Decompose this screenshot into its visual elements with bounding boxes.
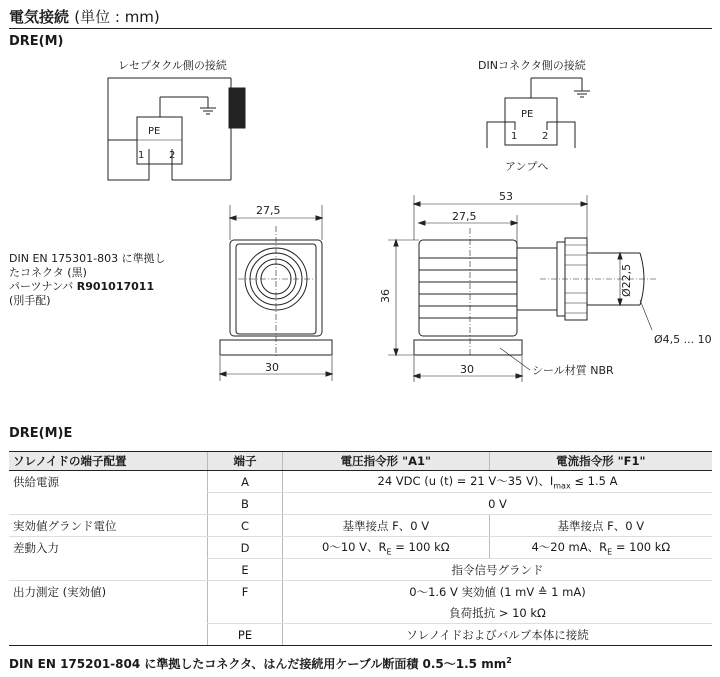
row-value: 負荷抵抗 > 10 kΩ [283,602,713,624]
row-value: ソレノイドおよびバルブ本体に接続 [283,624,713,646]
to-amplifier-label: アンプへ [505,160,549,173]
table-row [9,581,712,603]
left-pin-2: 2 [169,150,176,161]
side-bottom-dim: 30 [460,363,474,376]
connector-side-view [388,195,658,382]
page-title: 電気接続 (単位 : mm) [9,8,160,26]
pin-assignment-table [9,451,712,646]
cable-range-dim: Ø4,5 ... 10 [654,333,712,346]
note-line2: パーツナンバ R901017011 [9,280,155,293]
row-func [9,602,208,624]
note-line3: (別手配) [9,294,51,307]
table-row [9,493,712,515]
col-voltage-a1: 電圧指令形 "A1" [283,452,490,471]
receptacle-wiring-diagram [108,78,245,180]
row-pin: C [208,515,283,537]
seal-material-label: シール材質 NBR [532,364,614,377]
row-func: 供給電源 [13,474,59,489]
solenoid-coil [229,88,245,128]
page-unit: (単位 : mm) [74,8,160,26]
cable-diameter-dim: Ø22,5 [620,263,633,297]
row-a1: 基準接点 F、0 V [283,515,490,537]
front-width-dim: 27,5 [256,204,281,217]
section-title-drem: DRE(M) [9,34,64,49]
row-value: 指令信号グランド [283,559,713,581]
table-row [9,602,712,624]
part-number: R901017011 [76,280,155,293]
row-pin: A [208,471,283,493]
row-func [9,493,208,515]
col-current-f1: 電流指令形 "F1" [489,452,712,471]
section-title-dreme: DRE(M)E [9,426,73,441]
row-value: 0 V [283,493,713,515]
right-pin-1: 1 [511,131,518,142]
col-pin: 端子 [208,452,283,471]
note-line1: DIN EN 175301-803 に準拠したコネクタ (黒) [9,252,166,279]
side-total-dim: 53 [499,190,513,203]
table-row [9,515,712,537]
table-row [9,624,712,646]
row-func [9,624,208,646]
col-solenoid-pins: ソレノイドの端子配置 [9,452,208,471]
receptacle-caption: レセプタクル側の接続 [118,59,227,72]
connector-front-view [220,205,332,381]
row-f1: 4〜20 mA、$R_E = 100$ kΩ [489,537,712,559]
row-pin: D [208,537,283,559]
row-func: 出力測定 (実効値) [13,584,107,599]
left-pin-1: 1 [138,150,145,161]
right-pin-2: 2 [542,131,549,142]
row-func: 差動入力 [13,540,59,555]
row-pin: E [208,559,283,581]
row-pin [208,602,283,624]
row-pin: PE [208,624,283,646]
row-pin: B [208,493,283,515]
table-header-row [9,452,712,471]
din-wiring-diagram [487,78,590,148]
din-connector-caption: DINコネクタ側の接続 [478,59,586,72]
table-row [9,537,712,559]
table-row [9,559,712,581]
row-func: 実効値グランド電位 [9,515,208,537]
row-pin: F [208,581,283,603]
side-height-dim: 36 [379,289,392,303]
table-row [9,471,712,493]
row-value: 24 VDC (u (t) = 21 V〜35 V)、$I_{max} \le 1.5$ A [283,471,713,493]
connector-note [9,252,174,308]
left-pin-pe: PE [148,126,161,137]
footer-note: DIN EN 175201-804 に準拠したコネクタ、はんだ接続用ケーブル断面積 0.5〜1.5 $mm^2$ [9,656,512,671]
row-a1: 0〜10 V、$R_E = 100$ kΩ [283,537,490,559]
front-bottom-dim: 30 [265,361,279,374]
row-func [9,559,208,581]
right-pin-pe: PE [521,109,534,120]
side-inner-dim: 27,5 [452,210,477,223]
row-f1: 基準接点 F、0 V [489,515,712,537]
row-value: 0〜1.6 V 実効値 (1 mV ≙ 1 mA) [283,581,713,603]
